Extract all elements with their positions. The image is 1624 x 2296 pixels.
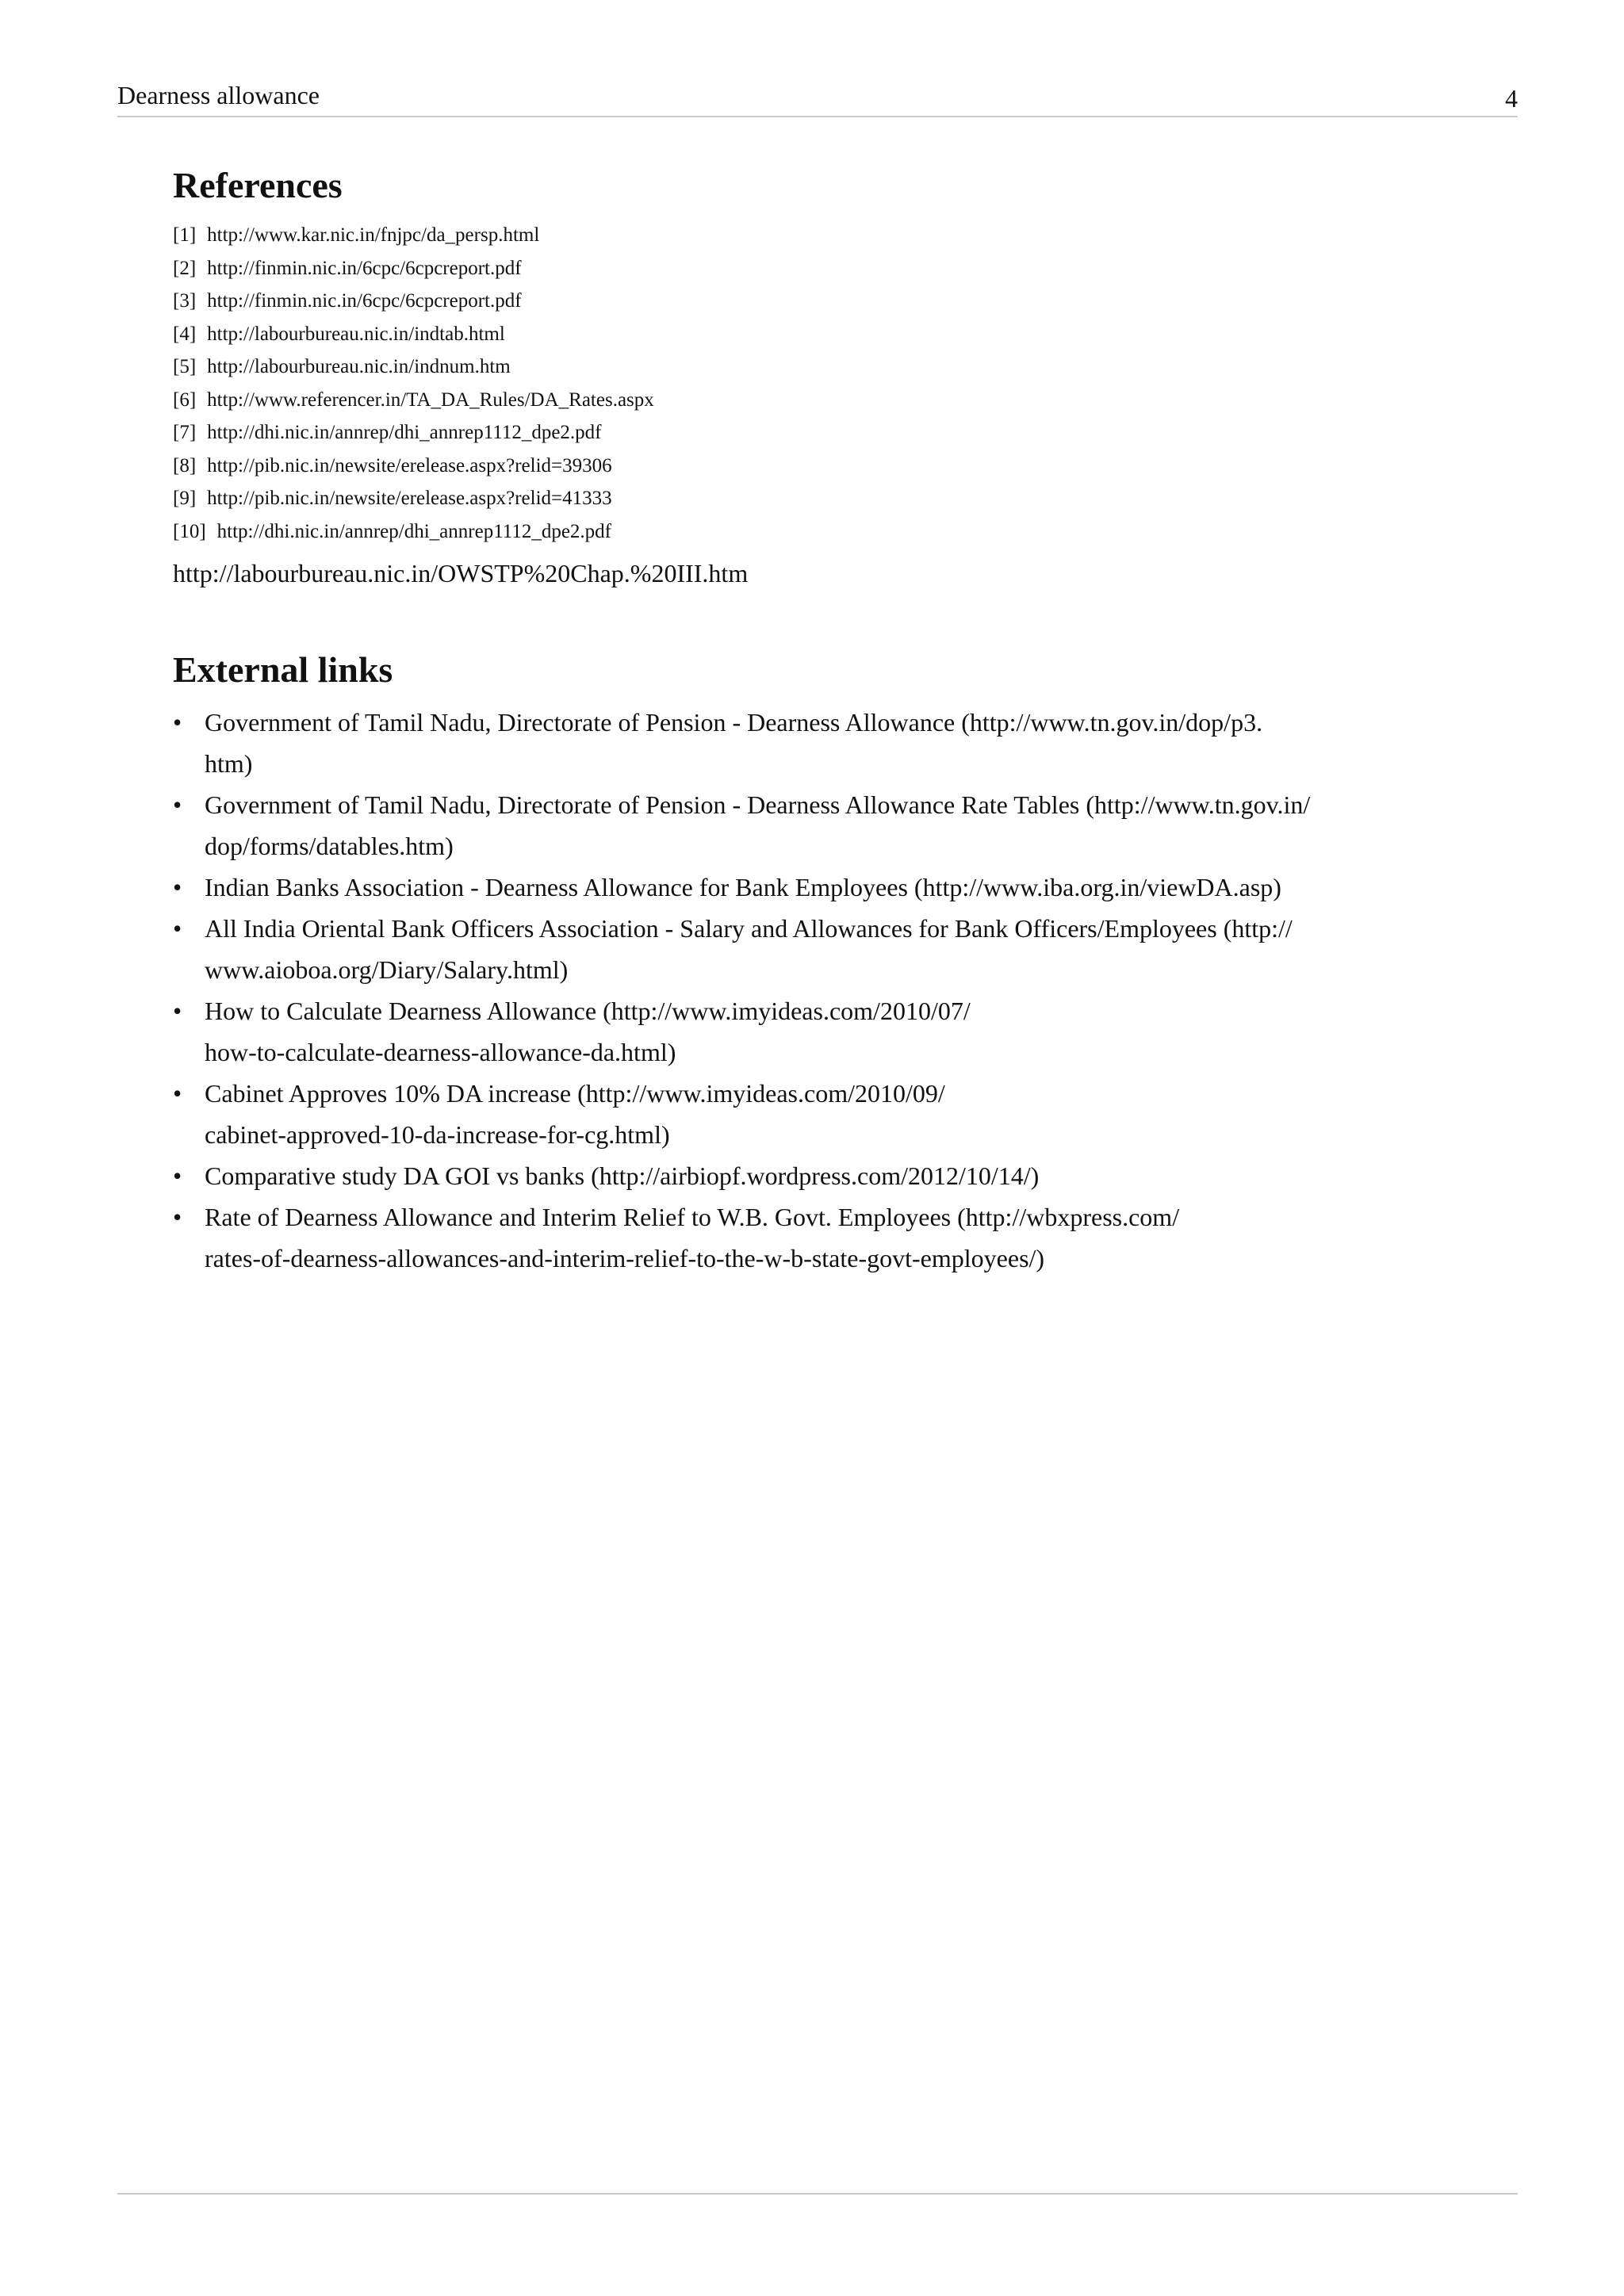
reference-number: [4]: [173, 323, 197, 345]
bullet: •: [173, 1079, 182, 1108]
reference-item: [173, 450, 1473, 483]
reference-number: [10]: [173, 520, 206, 542]
bullet: •: [173, 790, 182, 819]
references-heading: References: [173, 165, 343, 205]
reference-number: [5]: [173, 356, 197, 377]
external-link-text[interactable]: All India Oriental Bank Officers Association - Salary and Allowances for Bank Officers/Employees (http://: [205, 914, 1293, 943]
reference-item: [173, 384, 1473, 417]
bullet: •: [173, 914, 182, 943]
external-link-item[interactable]: [173, 990, 1442, 1073]
reference-number: [8]: [173, 454, 197, 476]
external-link-text[interactable]: Rate of Dearness Allowance and Interim Relief to W.B. Govt. Employees (http://wbxpress.com/: [205, 1203, 1180, 1231]
external-link-item[interactable]: [173, 867, 1442, 908]
additional-reference-link[interactable]: http://labourbureau.nic.in/OWSTP%20Chap.%20III.htm: [173, 559, 749, 587]
external-link-text[interactable]: How to Calculate Dearness Allowance (http://www.imyideas.com/2010/07/: [205, 997, 971, 1025]
references-list: [173, 219, 1473, 548]
external-link-text[interactable]: Comparative study DA GOI vs banks (http://airbiopf.wordpress.com/2012/10/14/): [205, 1161, 1040, 1190]
external-link-text[interactable]: htm): [205, 749, 253, 778]
external-link-text[interactable]: cabinet-approved-10-da-increase-for-cg.html): [205, 1120, 670, 1149]
reference-link[interactable]: http://dhi.nic.in/annrep/dhi_annrep1112_dpe2.pdf: [207, 422, 602, 443]
bullet: •: [173, 997, 182, 1025]
page-content: [173, 163, 1473, 1279]
page-number: 4: [1505, 84, 1518, 113]
reference-item: [173, 285, 1473, 318]
reference-item: [173, 416, 1473, 450]
reference-number: [9]: [173, 488, 197, 509]
external-link-item[interactable]: [173, 1155, 1442, 1196]
reference-link[interactable]: http://www.referencer.in/TA_DA_Rules/DA_Rates.aspx: [207, 388, 654, 411]
external-link-text[interactable]: Government of Tamil Nadu, Directorate of Pension - Dearness Allowance Rate Tables (http://www.tn.gov.in/: [205, 790, 1311, 819]
external-link-text[interactable]: rates-of-dearness-allowances-and-interim-relief-to-the-w-b-state-govt-employees/): [205, 1244, 1045, 1272]
external-link-item[interactable]: [173, 1196, 1442, 1279]
reference-link[interactable]: http://pib.nic.in/newsite/erelease.aspx?relid=39306: [207, 454, 612, 476]
reference-item: [173, 219, 1473, 252]
external-link-text[interactable]: dop/forms/datables.htm): [205, 832, 454, 860]
reference-item: [173, 515, 1473, 549]
external-link-text[interactable]: www.aioboa.org/Diary/Salary.html): [205, 955, 569, 984]
bullet: •: [173, 1203, 182, 1231]
reference-link[interactable]: http://finmin.nic.in/6cpc/6cpcreport.pdf: [207, 290, 522, 312]
reference-number: [1]: [173, 224, 197, 246]
reference-item: [173, 318, 1473, 351]
reference-link[interactable]: http://www.kar.nic.in/fnjpc/da_persp.html: [207, 224, 540, 246]
reference-link[interactable]: http://finmin.nic.in/6cpc/6cpcreport.pdf: [207, 257, 522, 279]
bullet: •: [173, 873, 182, 901]
bullet: •: [173, 708, 182, 737]
reference-item: [173, 350, 1473, 384]
reference-item: [173, 252, 1473, 285]
external-link-item[interactable]: [173, 1073, 1442, 1155]
external-link-text[interactable]: Cabinet Approves 10% DA increase (http://www.imyideas.com/2010/09/: [205, 1079, 945, 1108]
external-links-list: [173, 702, 1473, 1279]
reference-link[interactable]: http://dhi.nic.in/annrep/dhi_annrep1112_dpe2.pdf: [216, 520, 612, 542]
bullet: •: [173, 1161, 182, 1190]
external-links-heading: External links: [173, 649, 393, 690]
reference-number: [2]: [173, 257, 197, 279]
reference-number: [7]: [173, 422, 197, 443]
reference-link[interactable]: http://labourbureau.nic.in/indtab.html: [207, 323, 505, 345]
external-link-text[interactable]: Government of Tamil Nadu, Directorate of Pension - Dearness Allowance (http://www.tn.gov.in/dop/p3.: [205, 708, 1263, 737]
page-header: [117, 76, 1518, 117]
external-link-item[interactable]: [173, 908, 1442, 990]
external-link-item[interactable]: [173, 702, 1442, 784]
reference-item: [173, 482, 1473, 515]
external-link-text[interactable]: Indian Banks Association - Dearness Allowance for Bank Employees (http://www.iba.org.in/viewDA.asp): [205, 873, 1281, 901]
reference-number: [3]: [173, 290, 197, 312]
reference-link[interactable]: http://pib.nic.in/newsite/erelease.aspx?relid=41333: [207, 488, 612, 509]
reference-number: [6]: [173, 388, 197, 411]
running-title: Dearness allowance: [117, 81, 320, 109]
external-link-text[interactable]: how-to-calculate-dearness-allowance-da.html): [205, 1038, 676, 1066]
footer-divider: [117, 2193, 1518, 2195]
external-link-item[interactable]: [173, 784, 1442, 867]
reference-link[interactable]: http://labourbureau.nic.in/indnum.htm: [207, 356, 511, 377]
